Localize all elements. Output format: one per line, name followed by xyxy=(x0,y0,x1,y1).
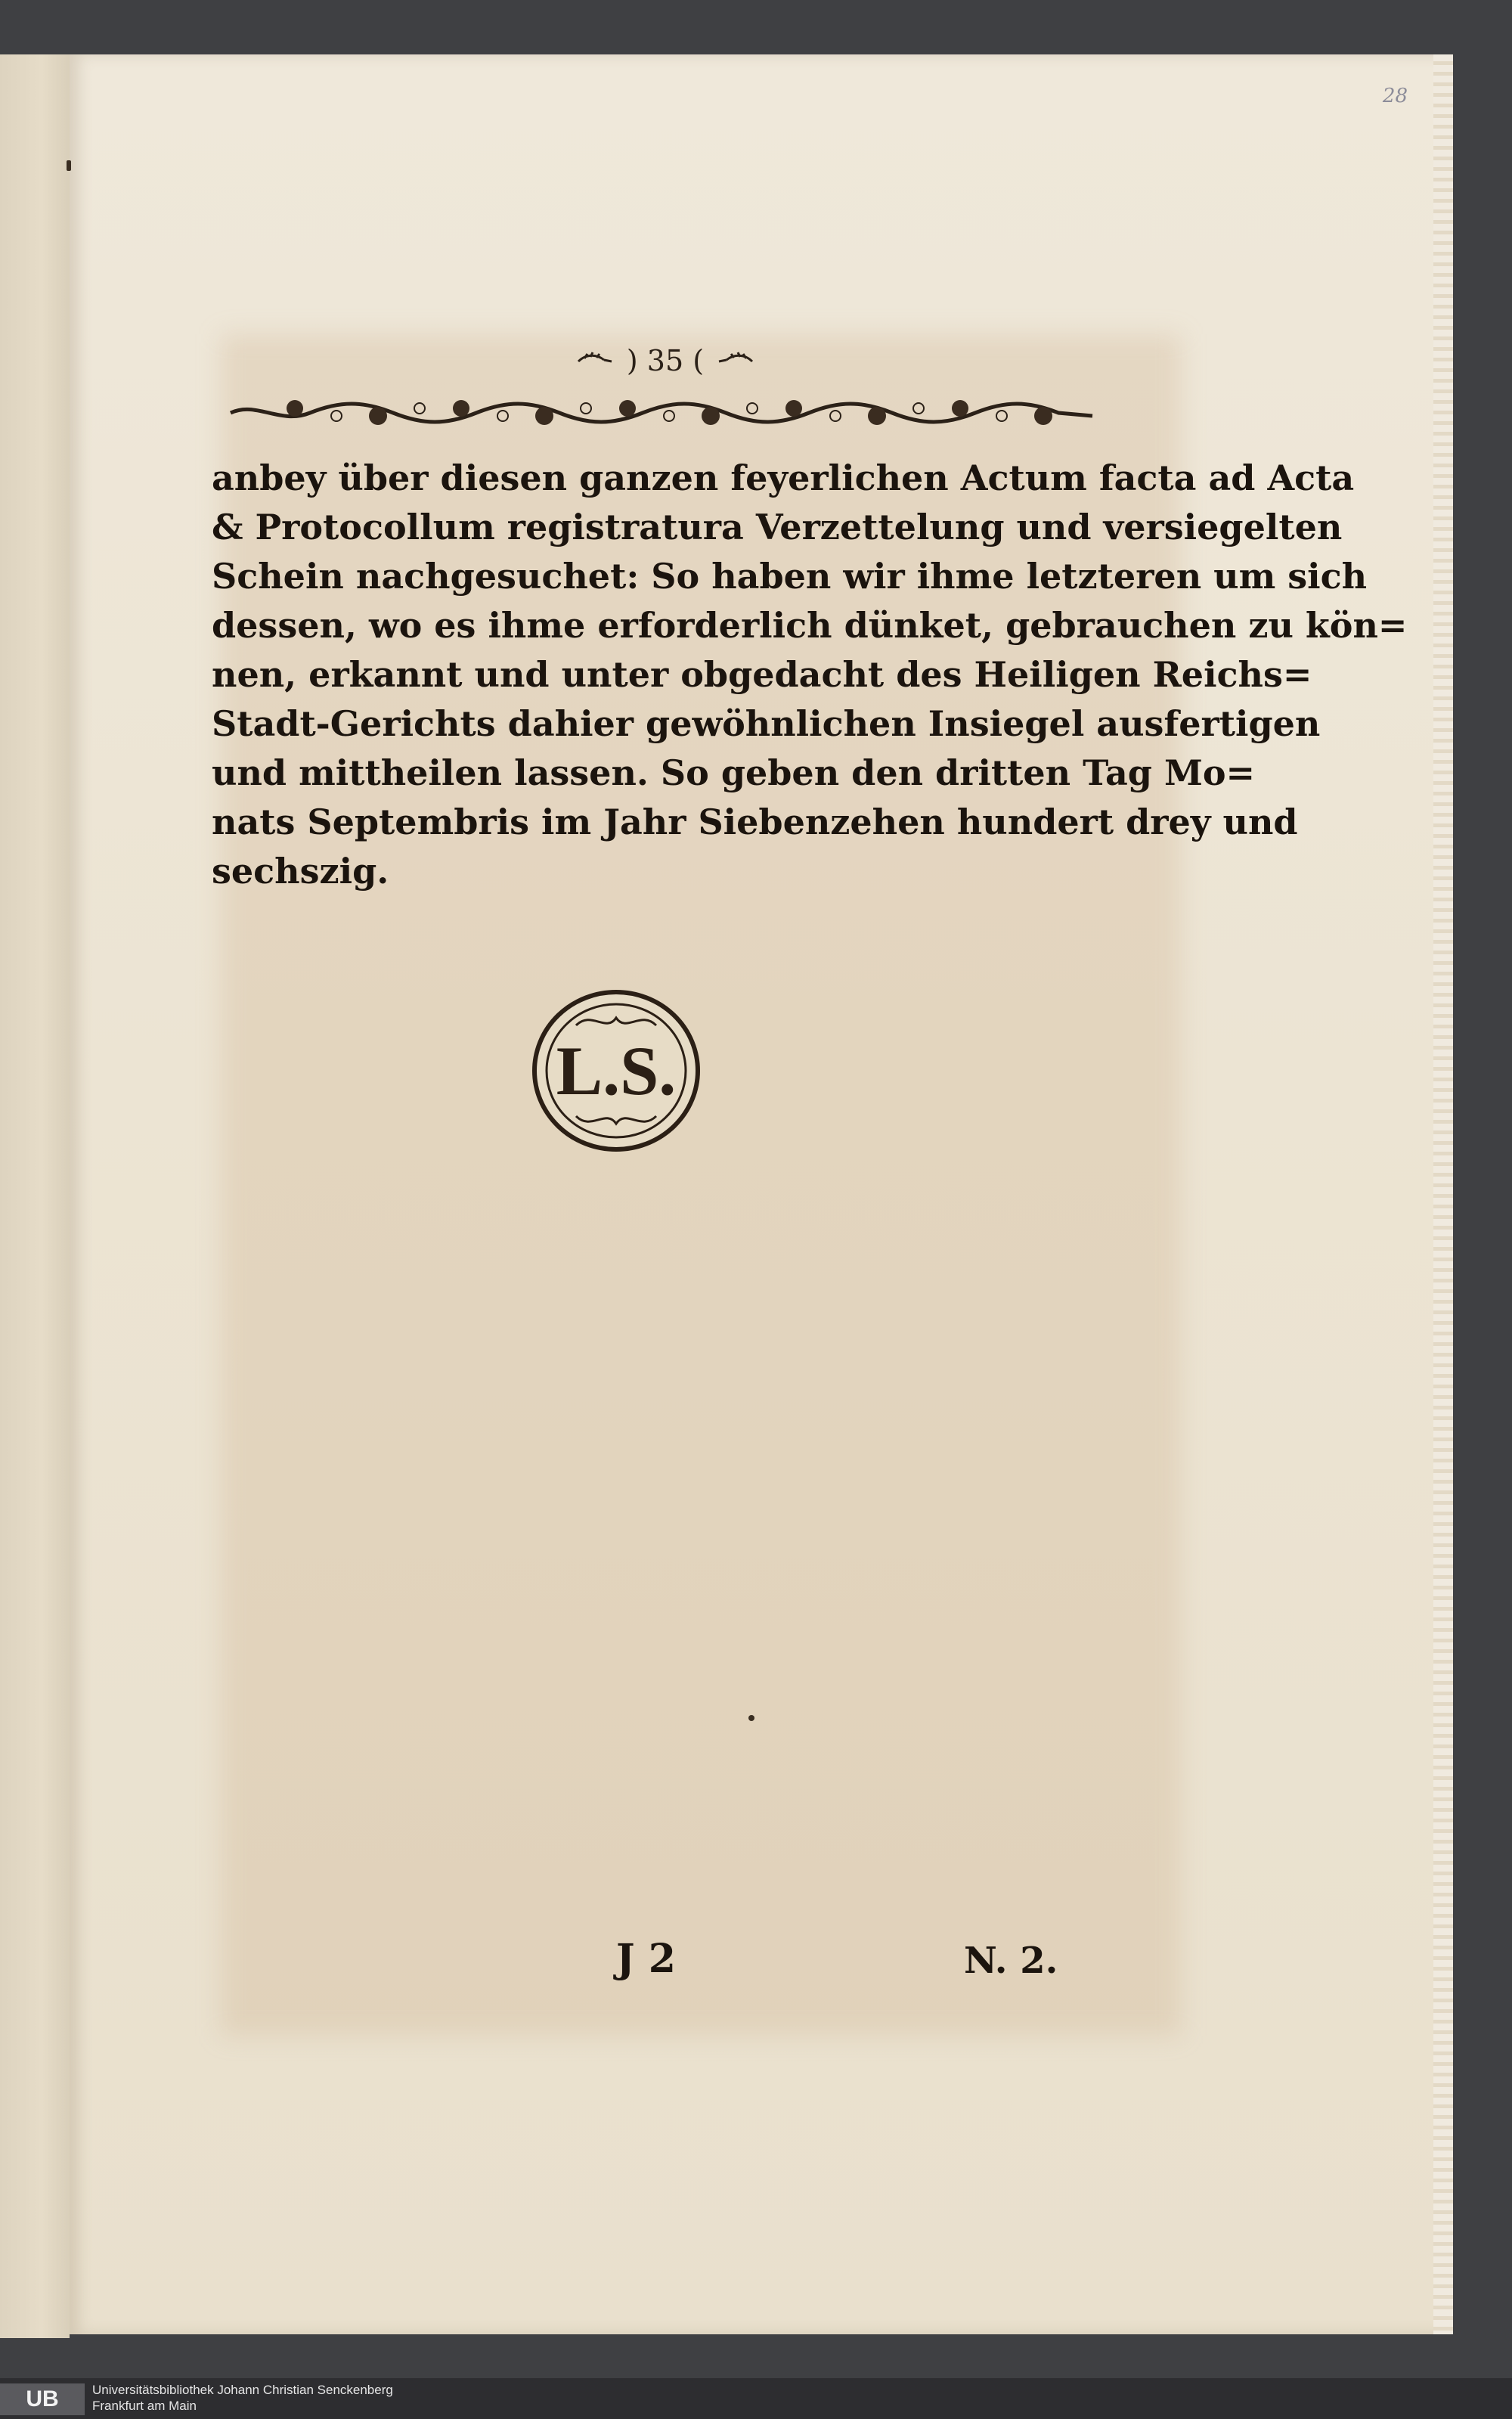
institution-line-1: Universitätsbibliothek Johann Christian Senckenberg xyxy=(92,2383,393,2397)
seal-locus-sigilli xyxy=(531,988,702,1154)
deckle-edge xyxy=(1433,54,1453,2334)
seal-label: L.S. xyxy=(556,1032,677,1109)
text-line: dessen, wo es ihme erforderlich dünket, gebrauchen zu kön= xyxy=(212,605,1408,646)
text-line: sechszig. xyxy=(212,851,389,892)
ink-dot xyxy=(748,1715,754,1721)
floral-border-ornament xyxy=(227,393,1096,433)
text-line: nats Septembris im Jahr Siebenzehen hundert drey und xyxy=(212,802,1298,842)
facing-page-edge xyxy=(0,54,70,2338)
text-line: und mittheilen lassen. So geben den dritten Tag Mo= xyxy=(212,752,1256,793)
text-line: anbey über diesen ganzen feyerlichen Actum facta ad Acta xyxy=(212,457,1355,498)
institution-credit xyxy=(92,2382,393,2414)
running-head xyxy=(552,342,779,380)
left-sprig-icon xyxy=(577,351,615,371)
text-line: Schein nachgesuchet: So haben wir ihme letzteren um sich xyxy=(212,556,1368,597)
text-line: Stadt-Gerichts dahier gewöhnlichen Insiegel ausfertigen xyxy=(212,703,1321,744)
catchword-number: N. 2. xyxy=(964,1940,1058,1982)
folio-pencil-number: 28 xyxy=(1382,85,1408,107)
text-line: nen, erkannt und unter obgedacht des Heiligen Reichs= xyxy=(212,654,1312,695)
institution-line-2: Frankfurt am Main xyxy=(92,2399,197,2413)
library-logo: UB xyxy=(0,2383,85,2415)
signature-mark: J 2 xyxy=(616,1936,676,1982)
page-number: ) 35 ( xyxy=(626,344,705,377)
ink-dot xyxy=(67,160,71,171)
body-text-block xyxy=(212,454,1408,896)
right-sprig-icon xyxy=(716,351,754,371)
text-line: & Protocollum registratura Verzettelung und versiegelten xyxy=(212,507,1343,547)
